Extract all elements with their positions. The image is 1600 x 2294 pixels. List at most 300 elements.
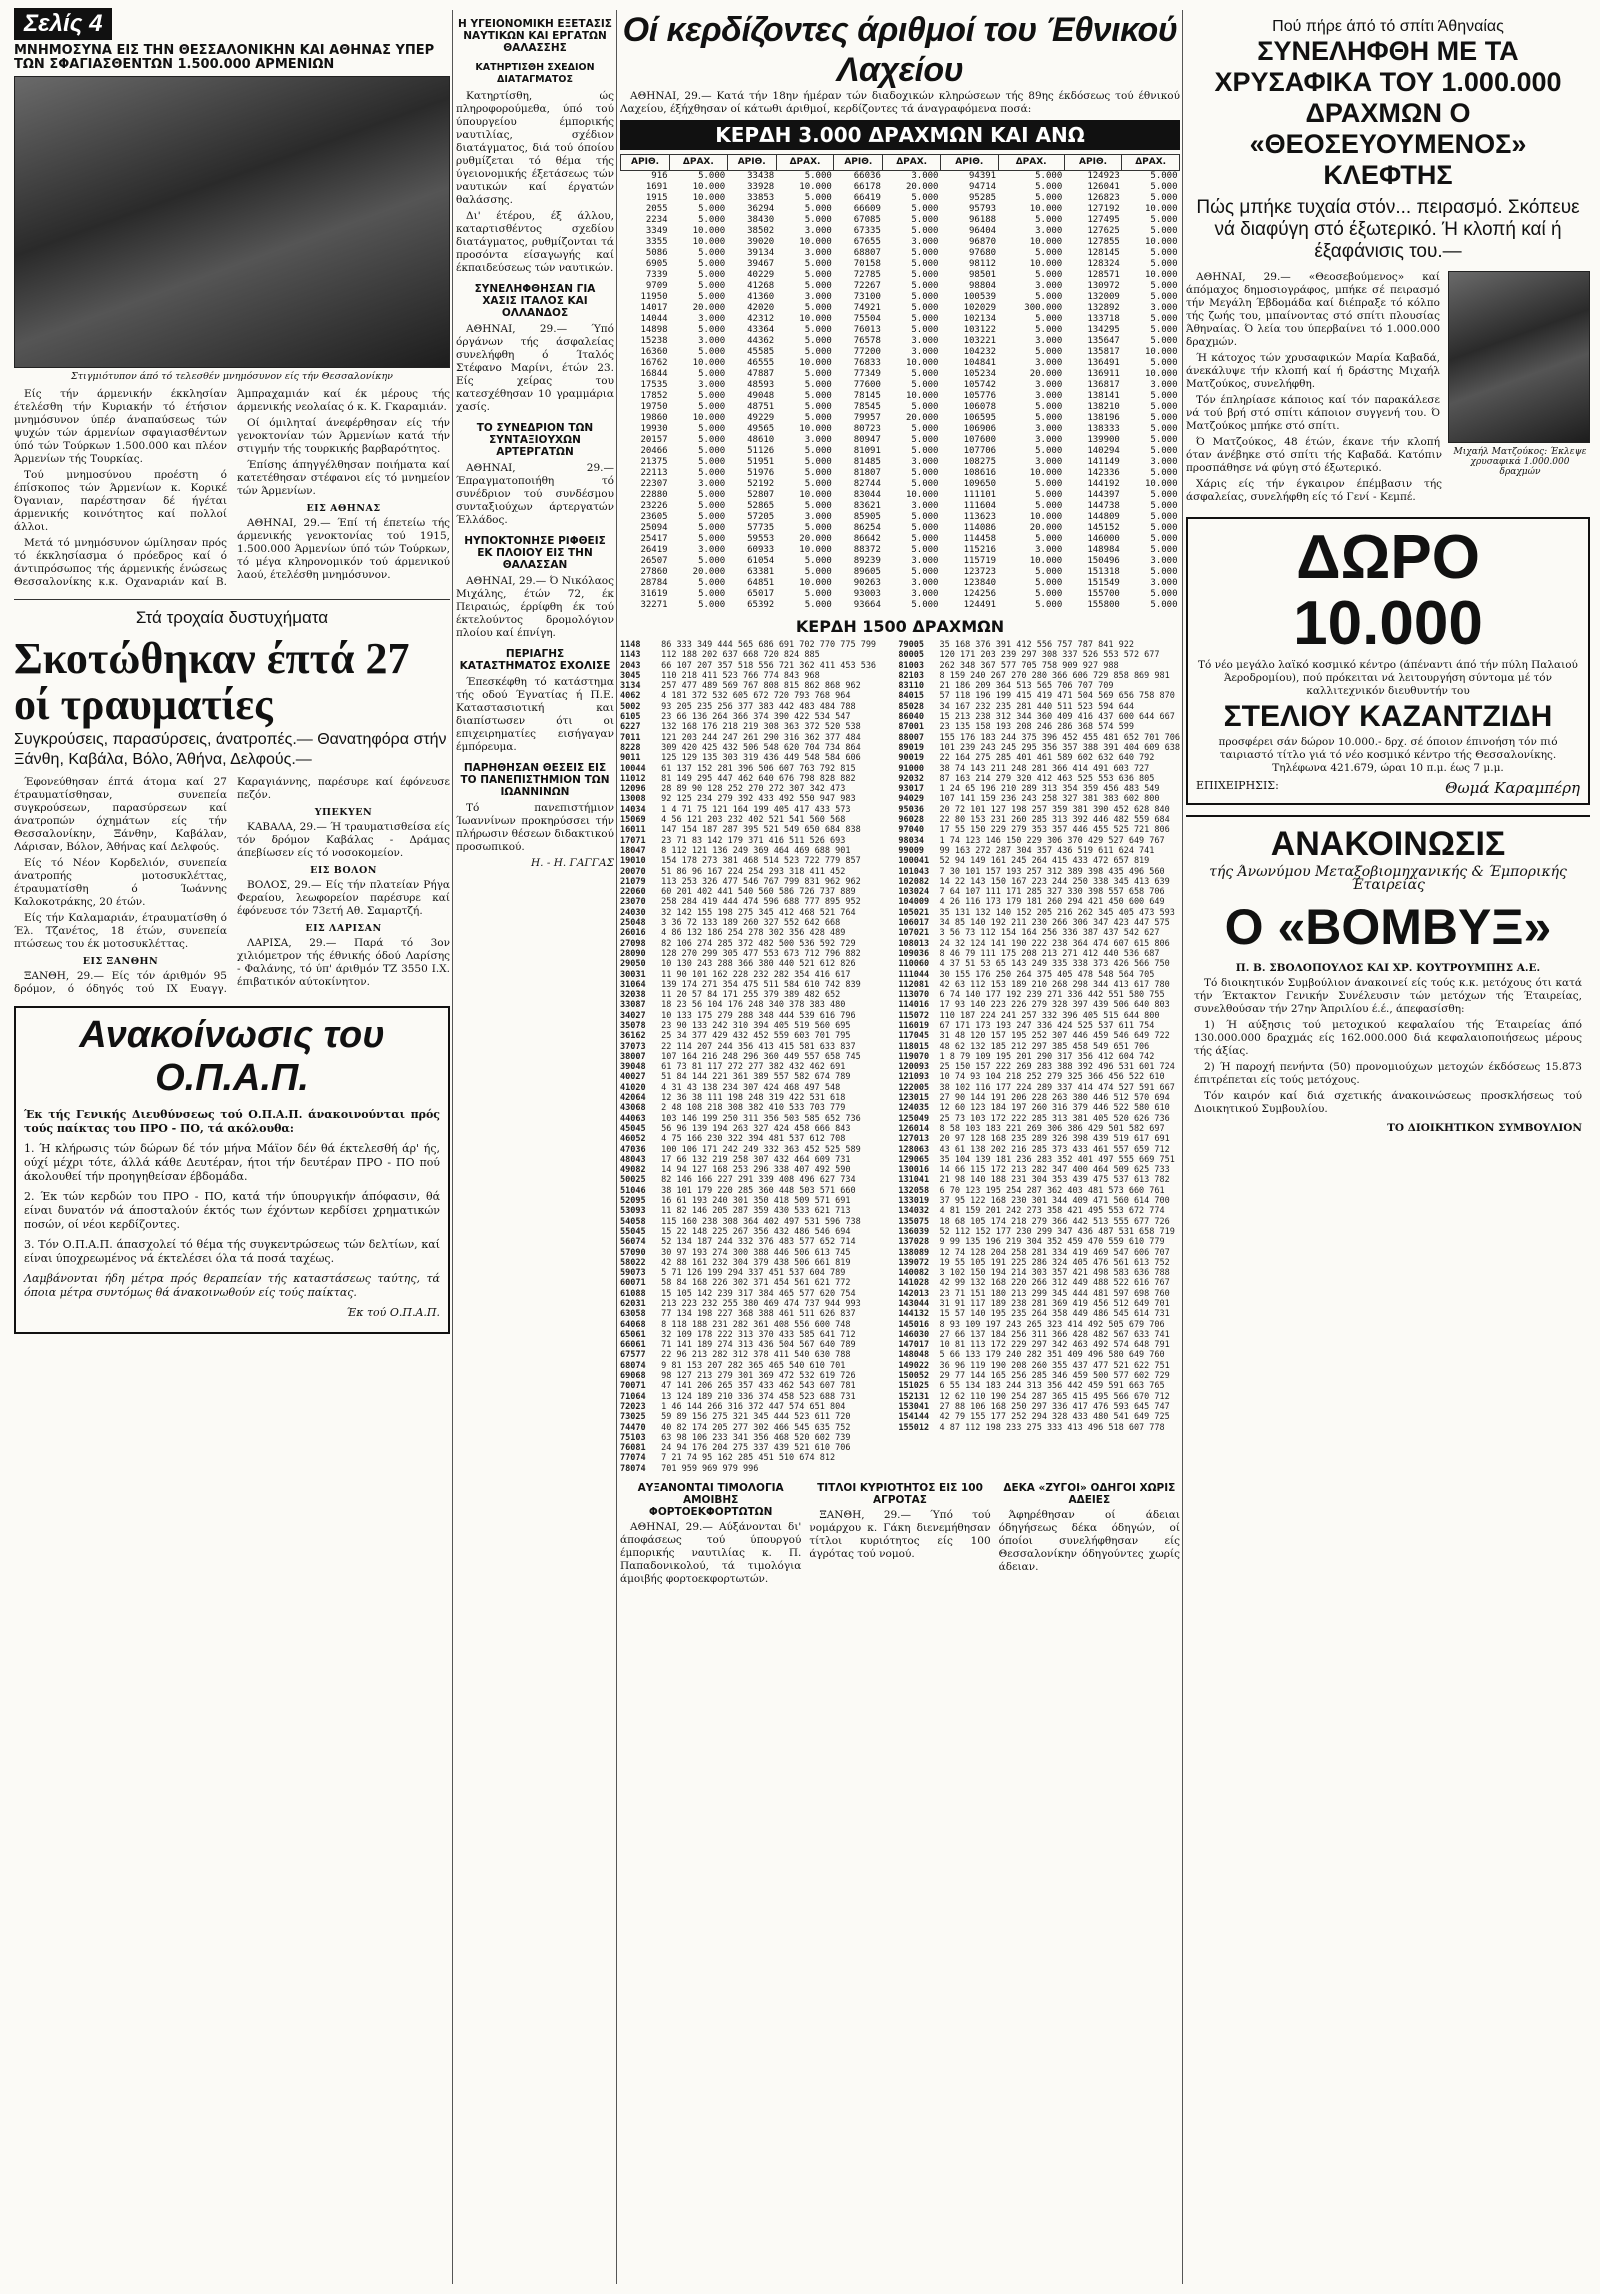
table-cell: 3.000 bbox=[1035, 281, 1063, 291]
table-row bbox=[621, 237, 1180, 248]
table-cell: 70158 bbox=[853, 259, 881, 269]
list-item: 128063 43 61 138 202 216 285 373 433 461 557 659 712 bbox=[898, 1144, 1170, 1155]
table-cell: 127192 bbox=[1087, 204, 1120, 214]
table-cell: 5.000 bbox=[1150, 336, 1178, 346]
table-cell: 5.000 bbox=[1150, 545, 1178, 555]
table-row bbox=[621, 270, 1180, 281]
list-item: 34027 10 133 175 279 288 348 444 539 616 796 bbox=[620, 1010, 856, 1021]
list-item: 3134 257 477 489 569 767 808 815 862 868 962 bbox=[620, 681, 861, 692]
table-header: ΔΡΑΧ. bbox=[670, 155, 728, 171]
ad-paragraph: Τόν καιρόν καί διά σχετικής άνακοινώσεως προσκλήσεως τού Διοικητικού Συμβουλίου. bbox=[1194, 1090, 1582, 1115]
table-cell: 5.000 bbox=[1150, 600, 1178, 610]
list-item: 104009 4 26 116 173 179 181 260 294 421 450 600 649 bbox=[898, 897, 1165, 908]
table-cell: 10.000 bbox=[1029, 237, 1063, 247]
list-item: 90019 22 164 275 285 401 461 589 602 632 640 792 bbox=[898, 753, 1155, 764]
table-cell: 76833 bbox=[853, 358, 881, 368]
list-item: 15069 4 56 121 203 232 402 521 541 560 568 bbox=[620, 815, 846, 826]
table-cell: 5.000 bbox=[1150, 292, 1178, 302]
table-cell: 27860 bbox=[640, 567, 668, 577]
article-paragraph: ΑΘΗΝΑΙ, 29.— Έπραγματοποιήθη τό συνέδριον τού συνδέσμου συνταξιούχων άρτεργατών Έλλάδος. bbox=[456, 462, 614, 526]
list-item: 113070 6 74 140 177 192 239 271 336 442 551 580 755 bbox=[898, 990, 1165, 1001]
table-cell: 1691 bbox=[645, 182, 668, 192]
table-cell: 104841 bbox=[963, 358, 997, 368]
list-item: 40027 51 84 144 221 361 389 557 582 674 789 bbox=[620, 1072, 851, 1083]
table-cell: 25417 bbox=[640, 534, 668, 544]
list-item: 127013 20 97 128 168 235 289 326 398 439 519 617 691 bbox=[898, 1134, 1170, 1145]
list-item: 120093 25 150 157 222 269 283 388 392 496 531 601 724 bbox=[898, 1062, 1175, 1073]
table-cell: 22880 bbox=[640, 490, 668, 500]
table-cell: 77200 bbox=[853, 347, 881, 357]
table-cell: 96188 bbox=[968, 215, 997, 225]
table-cell: 10.000 bbox=[1144, 204, 1178, 214]
list-item: 131041 21 98 140 188 231 304 353 439 475 537 613 782 bbox=[898, 1175, 1170, 1186]
list-item: 12096 28 89 90 128 252 270 272 307 342 473 bbox=[620, 784, 846, 795]
table-cell: 16360 bbox=[640, 347, 668, 357]
list-item: 133019 37 95 122 168 230 301 344 409 471 560 614 700 bbox=[898, 1196, 1170, 1207]
table-cell: 81485 bbox=[853, 457, 881, 467]
lead-paragraph: Τού μνημοσύνου προέστη ό έπίσκοπος τών Άρμενίων κ. Κορικέ Όγανιαν, παρέστησαν δέ ήγέται άρμενικής κοινότητος καί πολλοί άλλοι. bbox=[14, 469, 227, 533]
list-item: 146030 27 66 137 184 256 311 366 428 482 567 633 741 bbox=[898, 1329, 1170, 1340]
table-cell: 124923 bbox=[1087, 171, 1120, 181]
table-header: ΔΡΑΧ. bbox=[998, 155, 1064, 171]
accident-title: Σκοτώθηκαν έπτά 27 οί τραυματίες bbox=[14, 634, 410, 729]
list-item: 63058 77 134 198 227 368 388 461 511 626 837 bbox=[620, 1309, 856, 1320]
table-cell: 22113 bbox=[640, 468, 668, 478]
table-cell: 5.000 bbox=[1035, 193, 1063, 203]
page-badge: Σελίς 4 bbox=[14, 8, 112, 40]
list-item: 105021 35 131 132 140 152 205 216 262 345 405 473 593 bbox=[898, 907, 1175, 918]
ad-title: ΔΩΡΟ 10.000 bbox=[1293, 523, 1483, 658]
list-item: 51046 38 101 179 220 285 360 448 503 571 660 bbox=[620, 1185, 856, 1196]
table-cell: 100539 bbox=[963, 292, 997, 302]
table-cell: 57205 bbox=[747, 512, 775, 522]
list-item: 75103 63 98 106 233 341 356 468 520 602 739 bbox=[620, 1432, 851, 1443]
table-cell: 5.000 bbox=[911, 303, 939, 313]
table-cell: 5.000 bbox=[1035, 567, 1063, 577]
table-cell: 59553 bbox=[747, 534, 775, 544]
table-cell: 33928 bbox=[747, 182, 775, 192]
list-item: 98034 1 74 123 146 150 229 306 370 429 527 649 767 bbox=[898, 835, 1165, 846]
table-cell: 20.000 bbox=[692, 567, 726, 577]
table-cell: 5.000 bbox=[911, 402, 939, 412]
table-cell: 5.000 bbox=[911, 380, 939, 390]
table-cell: 5.000 bbox=[804, 479, 832, 489]
table-cell: 14044 bbox=[640, 314, 668, 324]
table-cell: 5.000 bbox=[698, 171, 726, 181]
memorial-photo bbox=[14, 76, 450, 368]
table-cell: 5.000 bbox=[1150, 468, 1178, 478]
list-item: 149022 36 96 119 190 208 260 355 437 477 521 622 751 bbox=[898, 1360, 1170, 1371]
table-cell: 5.000 bbox=[804, 468, 832, 478]
list-item: 135075 18 68 105 174 218 279 366 442 513 555 677 726 bbox=[898, 1216, 1170, 1227]
article-paragraph: Τό πανεπιστήμιον Ίωαννίνων προκηρύσσει τήν πλήρωσιν θέσεων διδακτικού προσωπικού. bbox=[456, 802, 614, 853]
table-cell: 95285 bbox=[968, 193, 997, 203]
table-cell: 89239 bbox=[853, 556, 881, 566]
table-cell: 128571 bbox=[1087, 270, 1120, 280]
table-cell: 102029 bbox=[963, 303, 997, 313]
list-item: 91000 38 74 143 211 248 281 366 414 491 603 727 bbox=[898, 763, 1150, 774]
table-cell: 17535 bbox=[640, 380, 668, 390]
lead-paragraph: Έπίσης άπηγγέλθησαν ποιήματα καί κατετέθησαν στέφανοι είς τό μνημείον τών Άρμενίων. bbox=[237, 459, 450, 497]
list-item: 130016 14 66 115 172 213 282 347 400 464 509 625 733 bbox=[898, 1165, 1170, 1176]
list-item: 35078 23 90 133 242 310 394 405 519 560 695 bbox=[620, 1020, 851, 1031]
table-cell: 5.000 bbox=[698, 534, 726, 544]
table-cell: 3349 bbox=[645, 226, 668, 236]
table-cell: 5.000 bbox=[698, 402, 726, 412]
table-cell: 5.000 bbox=[911, 567, 939, 577]
table-cell: 47887 bbox=[747, 369, 775, 379]
accident-kicker: Στά τροχαία δυστυχήματα bbox=[135, 608, 329, 627]
lottery-title: Οί κερδίζοντες άριθμοί του Έθνικού Λαχείου bbox=[622, 11, 1178, 89]
table-cell: 52807 bbox=[747, 490, 775, 500]
table-cell: 5.000 bbox=[911, 325, 939, 335]
table-cell: 5.000 bbox=[1150, 193, 1178, 203]
table-cell: 136911 bbox=[1087, 369, 1120, 379]
table-cell: 5.000 bbox=[1150, 171, 1178, 181]
list-item: 153041 27 88 106 168 250 297 336 417 476 593 645 747 bbox=[898, 1401, 1170, 1412]
list-item: 152131 12 62 110 190 254 287 365 415 495 566 670 712 bbox=[898, 1391, 1170, 1402]
table-cell: 10.000 bbox=[905, 391, 939, 401]
table-cell: 5.000 bbox=[1035, 248, 1063, 258]
article-paragraph: ΑΘΗΝΑΙ, 29.— Ύπό όργάνων τής άσφαλείας συνελήφθη ό Ίταλός Στέφανο Μαρίνι, έτών 23. Είς χείρας του κατεσχέθησαν 10 γραμμάρια χασίς. bbox=[456, 323, 614, 413]
list-item: 23070 258 284 419 444 474 596 688 777 895 952 bbox=[620, 897, 861, 908]
table-cell: 5.000 bbox=[1150, 182, 1178, 192]
table-cell: 5.000 bbox=[1150, 523, 1178, 533]
ad-text: Τό νέο μεγάλο λαϊκό κοσμικό κέντρο (άπέναντι άπό τήν πύλη Παλαιού Άεροδρομίου), πού πρόκειται νά λειτουργήση σύντομα μέ τόν καλλιτεχνικόν διευθυντήν του bbox=[1198, 659, 1578, 697]
table-cell: 5.000 bbox=[804, 215, 832, 225]
article-heading: ΗΥΠΟΚΤΟΝΗΣΕ ΡΙΦΘΕΙΣ ΕΚ ΠΛΟΙΟΥ ΕΙΣ ΤΗΝ ΘΑΛΑΣΣΑΝ bbox=[464, 535, 606, 571]
table-cell: 17852 bbox=[640, 391, 668, 401]
table-cell: 5.000 bbox=[1035, 270, 1063, 280]
table-cell: 39134 bbox=[747, 248, 775, 258]
accident-paragraph: Έφονεύθησαν έπτά άτομα καί 27 έτραυματίσθησαν, συνεπεία συγκρούσεων, παρασύρσεων καί άνατροπών όχημάτων είς τήν Θεσσαλονίκην, Ξάνθην, Καβάλαν, Λάρισαν, Βόλον, Άθήνας καί Δελφούς. bbox=[14, 776, 227, 853]
table-cell: 3.000 bbox=[698, 380, 726, 390]
table-cell: 5.000 bbox=[1035, 446, 1063, 456]
list-item: 18047 8 112 121 136 249 369 464 469 688 901 bbox=[620, 845, 851, 856]
list-item: 108013 24 32 124 141 190 222 238 364 474 607 615 806 bbox=[898, 938, 1170, 949]
ad-subtitle: τής Άνωνύμου Μεταξοβιομηχανικής & Έμπορικής Έταιρείας bbox=[1209, 864, 1567, 893]
table-cell: 10.000 bbox=[799, 182, 832, 192]
table-cell: 5.000 bbox=[698, 457, 726, 467]
list-item: 53093 11 82 146 205 287 359 430 533 621 713 bbox=[620, 1206, 851, 1217]
table-cell: 10.000 bbox=[1144, 237, 1178, 247]
list-item: 106017 34 85 140 192 211 230 266 306 347 423 447 575 bbox=[898, 918, 1170, 929]
table-cell: 5.000 bbox=[804, 270, 832, 280]
list-item: 141028 42 99 132 168 220 266 312 449 488 522 616 767 bbox=[898, 1278, 1170, 1289]
table-cell: 5.000 bbox=[698, 325, 726, 335]
table-cell: 124256 bbox=[963, 589, 997, 599]
table-cell: 5.000 bbox=[804, 413, 832, 423]
list-item: 144132 15 57 140 195 235 264 358 449 486 545 614 731 bbox=[898, 1309, 1170, 1320]
table-cell: 5.000 bbox=[698, 369, 726, 379]
table-cell: 57735 bbox=[747, 523, 775, 533]
table-cell: 31619 bbox=[640, 589, 668, 599]
table-cell: 10.000 bbox=[692, 226, 726, 236]
table-cell: 108275 bbox=[963, 457, 997, 467]
table-cell: 128145 bbox=[1087, 248, 1120, 258]
list-item: 10044 61 137 152 281 396 506 607 763 792 815 bbox=[620, 763, 856, 774]
ad-name: ΣΤΕΛΙΟΥ ΚΑΖΑΝΤΖΙΔΗ bbox=[1223, 700, 1553, 733]
list-item: 36162 25 34 377 429 432 452 559 603 701 795 bbox=[620, 1031, 851, 1042]
table-cell: 93664 bbox=[853, 600, 881, 610]
table-cell: 5.000 bbox=[911, 545, 939, 555]
list-item: 47036 100 106 171 242 249 332 363 452 525 589 bbox=[620, 1144, 861, 1155]
table-cell: 3.000 bbox=[911, 347, 939, 357]
table-row bbox=[621, 303, 1180, 314]
table-row bbox=[621, 600, 1180, 611]
table-row bbox=[621, 358, 1180, 369]
table-cell: 11950 bbox=[640, 292, 668, 302]
table-cell: 38502 bbox=[747, 226, 775, 236]
table-cell: 5.000 bbox=[698, 215, 726, 225]
table-cell: 26419 bbox=[640, 545, 668, 555]
table-cell: 86254 bbox=[853, 523, 881, 533]
table-cell: 109650 bbox=[963, 479, 997, 489]
table-cell: 83044 bbox=[853, 490, 881, 500]
story-paragraph: Τόν έπληρίασε κάποιος καί τόν παρακάλεσε νά τού βρή στό σπίτι κάποιον συγγενή του. Ό Ματζούκος μπήκε στό σπίτι. bbox=[1186, 394, 1440, 432]
table-cell: 5.000 bbox=[804, 391, 832, 401]
table-cell: 5.000 bbox=[1150, 215, 1178, 225]
table-row bbox=[621, 336, 1180, 347]
table-cell: 90263 bbox=[853, 578, 881, 588]
ad-sign: ΤΟ ΔΙΟΙΚΗΤΙΚΟΝ ΣΥΜΒΟΥΛΙΟΝ bbox=[1387, 1122, 1582, 1134]
table-cell: 5.000 bbox=[804, 589, 832, 599]
list-item: 22060 60 201 402 441 540 560 586 726 737 889 bbox=[620, 887, 856, 898]
table-row bbox=[621, 468, 1180, 479]
table-cell: 10.000 bbox=[1144, 369, 1178, 379]
table-cell: 5.000 bbox=[804, 347, 832, 357]
list-item: 82103 8 159 240 267 270 280 366 606 729 858 869 981 bbox=[898, 670, 1170, 681]
table-cell: 134295 bbox=[1087, 325, 1120, 335]
table-cell: 3.000 bbox=[804, 226, 832, 236]
table-cell: 132009 bbox=[1087, 292, 1120, 302]
table-cell: 10.000 bbox=[799, 545, 832, 555]
list-item: 89019 101 239 243 245 295 356 357 388 391 404 609 638 bbox=[898, 742, 1180, 753]
table-cell: 124491 bbox=[963, 600, 997, 610]
table-cell: 123723 bbox=[963, 567, 997, 577]
list-item: 19010 154 178 273 381 468 514 523 722 779 857 bbox=[620, 856, 861, 867]
table-cell: 105742 bbox=[963, 380, 997, 390]
list-item: 71064 13 124 189 210 336 374 458 523 688 731 bbox=[620, 1391, 856, 1402]
table-cell: 5.000 bbox=[911, 292, 939, 302]
table-cell: 5.000 bbox=[911, 226, 939, 236]
opap-point: 2. Έκ τών κερδών του ΠΡΟ - ΠΟ, κατά τήν ύπουργικήν άπόφασιν, θά είναι δυνατόν νά άποσταλούν έκτός των έχόντων κερδίσει χρηματικών ποσών, οί νέοι κερδίζοντες. bbox=[24, 1190, 440, 1231]
list-item: 28090 128 270 299 305 477 553 673 712 796 882 bbox=[620, 948, 861, 959]
ad-signature: Θωμά Καραμπέρη bbox=[1445, 779, 1580, 797]
list-item: 112081 42 63 112 153 189 210 268 298 344 413 617 780 bbox=[898, 979, 1170, 990]
table-cell: 5.000 bbox=[1150, 391, 1178, 401]
table-cell: 139900 bbox=[1087, 435, 1120, 445]
table-cell: 5.000 bbox=[804, 457, 832, 467]
table-cell: 5.000 bbox=[911, 600, 939, 610]
table-cell: 144738 bbox=[1087, 501, 1120, 511]
table-cell: 136491 bbox=[1087, 358, 1120, 368]
table-header: ΑΡΙΘ. bbox=[727, 155, 776, 171]
list-item: 56074 52 134 187 244 332 376 483 577 652 714 bbox=[620, 1237, 856, 1248]
accident-paragraph: Είς τό Νέον Κορδελιόν, συνεπεία άνατροπής μοτοσυκλέττας, έτραυματίσθη ό Ίωάννης Καλοκοτράκης, 20 έτών. bbox=[14, 857, 227, 908]
table-cell: 76013 bbox=[853, 325, 881, 335]
table-cell: 3.000 bbox=[911, 578, 939, 588]
table-cell: 113623 bbox=[963, 512, 997, 522]
section-dateline: ΕΙΣ ΑΘΗΝΑΣ bbox=[306, 503, 381, 514]
list-item: 147017 10 81 113 172 229 297 342 463 492 574 648 791 bbox=[898, 1340, 1170, 1351]
table-cell: 65017 bbox=[747, 589, 775, 599]
table-cell: 51976 bbox=[747, 468, 775, 478]
table-cell: 107706 bbox=[963, 446, 997, 456]
list-item: 136039 52 112 152 177 230 299 347 436 487 531 658 719 bbox=[898, 1226, 1175, 1237]
table-cell: 16844 bbox=[640, 369, 668, 379]
table-cell: 5.000 bbox=[911, 435, 939, 445]
accident-subtitle: Συγκρούσεις, παρασύρσεις, άνατροπές.— Θανατηφόρα στήν Ξάνθη, Καβάλα, Βόλο, Άθήνα, Δελφούς.— bbox=[14, 731, 447, 768]
table-cell: 10.000 bbox=[799, 314, 832, 324]
table-cell: 5.000 bbox=[1035, 413, 1063, 423]
table-cell: 39020 bbox=[747, 237, 775, 247]
list-item: 119070 1 8 79 109 195 201 290 317 356 412 604 742 bbox=[898, 1051, 1155, 1062]
table-cell: 5.000 bbox=[911, 468, 939, 478]
list-item: 148048 5 66 133 179 240 282 351 409 496 580 649 760 bbox=[898, 1350, 1165, 1361]
table-cell: 10.000 bbox=[692, 413, 726, 423]
list-item: 57090 30 97 193 274 300 388 446 506 613 745 bbox=[620, 1247, 851, 1258]
ad-vomvyx bbox=[1186, 815, 1590, 1143]
story-paragraph: ΑΘΗΝΑΙ, 29.— «Θεοσεβούμενος» καί άπόμαχος δημοσιογράφος, μπήκε σέ πειρασμό τήν Μεγάλη Έβδομάδα καί διέπραξε τό κόλπο τής ζωής του, μπαίνοντας στό σπίτι πλουσίας Άθηναίας. Ό λεία του ύπερβαίνει τό 1.000.000 δραχμών. bbox=[1186, 271, 1440, 348]
table-row bbox=[621, 501, 1180, 512]
table-cell: 41268 bbox=[747, 281, 775, 291]
table-row bbox=[621, 457, 1180, 468]
list-item: 27098 82 106 274 285 372 482 500 536 592 729 bbox=[620, 938, 856, 949]
table-cell: 10.000 bbox=[692, 193, 726, 203]
table-cell: 80947 bbox=[853, 435, 881, 445]
table-cell: 5.000 bbox=[1035, 479, 1063, 489]
table-cell: 14898 bbox=[640, 325, 668, 335]
table-cell: 3.000 bbox=[1035, 336, 1063, 346]
table-cell: 96870 bbox=[968, 237, 997, 247]
table-cell: 2055 bbox=[645, 204, 668, 214]
table-cell: 83621 bbox=[853, 501, 881, 511]
list-item: 21079 113 253 326 477 546 767 799 831 962 962 bbox=[620, 876, 861, 887]
table-cell: 5.000 bbox=[1035, 534, 1063, 544]
table-cell: 144397 bbox=[1087, 490, 1120, 500]
table-cell: 5.000 bbox=[804, 556, 832, 566]
table-cell: 5.000 bbox=[1150, 402, 1178, 412]
list-item: 115072 110 187 224 241 257 332 396 405 515 644 800 bbox=[898, 1010, 1160, 1021]
list-item: 126014 8 58 103 183 221 269 306 386 429 501 582 697 bbox=[898, 1123, 1165, 1134]
list-item: 92032 87 163 214 279 320 412 463 525 553 636 805 bbox=[898, 773, 1155, 784]
table-cell: 103221 bbox=[963, 336, 997, 346]
table-cell: 38430 bbox=[747, 215, 775, 225]
table-cell: 20466 bbox=[640, 446, 668, 456]
table-cell: 138141 bbox=[1087, 391, 1120, 401]
table-cell: 10.000 bbox=[1029, 204, 1063, 214]
table-row bbox=[621, 512, 1180, 523]
table-cell: 15238 bbox=[640, 336, 668, 346]
table-cell: 86642 bbox=[853, 534, 881, 544]
table-cell: 33853 bbox=[747, 193, 775, 203]
list-item: 132058 6 70 123 195 254 287 362 403 481 573 660 761 bbox=[898, 1185, 1165, 1196]
list-item: 17071 23 71 83 142 179 371 416 511 526 693 bbox=[620, 835, 846, 846]
ad-paragraph: 1) Ή αύξησις τού μετοχικού κεφαλαίου τής Έταιρείας άπό 130.000.000 δραχμάς είς 162.000.000 διά κεφαλαιοποιήσεως μέρους τής άξίας. bbox=[1194, 1019, 1582, 1057]
table-cell: 3.000 bbox=[1150, 556, 1178, 566]
ad-title: ΑΝΑΚΟΙΝΩΣΙΣ bbox=[1270, 825, 1506, 863]
table-cell: 5.000 bbox=[1035, 490, 1063, 500]
table-cell: 98112 bbox=[968, 259, 997, 269]
table-cell: 5.000 bbox=[911, 193, 939, 203]
table-cell: 114086 bbox=[963, 523, 997, 533]
opap-closing: Λαμβάνονται ήδη μέτρα πρός θεραπείαν τής καταστάσεως ταύτης, τά όποια μέτρα συντόμως θά άνακοινωθούν είς τούς παίκτας. bbox=[24, 1272, 440, 1299]
table-cell: 9709 bbox=[645, 281, 668, 291]
table-cell: 19750 bbox=[640, 402, 668, 412]
brief-heading: ΤΙΤΛΟΙ ΚΥΡΙΟΤΗΤΟΣ ΕΙΣ 100 ΑΓΡΟΤΑΣ bbox=[817, 1482, 983, 1507]
table-cell: 80723 bbox=[853, 424, 881, 434]
table-row bbox=[621, 248, 1180, 259]
portrait-caption: Μιχαήλ Ματζούκος: Έκλεψε χρυσαφικά 1.000.000 δραχμών bbox=[1453, 447, 1587, 477]
table-cell: 5.000 bbox=[804, 523, 832, 533]
article-paragraph: ΑΘΗΝΑΙ, 29.— Ό Νικόλαος Μιχάλης, έτών 72, έκ Πειραιώς, έρρίφθη έκ τού έκτελούντος δρομολόγιον πλοίου καί έπνίγη. bbox=[456, 575, 614, 639]
table-cell: 155800 bbox=[1087, 600, 1120, 610]
table-cell: 916 bbox=[651, 171, 668, 181]
table-row bbox=[621, 534, 1180, 545]
accident-paragraph: ΛΑΡΙΣΑ, 29.— Παρά τό 3ον χιλιόμετρον τής έθνικής όδού Λαρίσης - Φαλάνης, τό ύπ' άριθμόν ΤΖ 3550 Ι.Χ. έπιβατικόν αύτοκίνητον. bbox=[237, 937, 450, 988]
list-item: 109036 8 46 79 111 175 208 213 271 412 440 536 687 bbox=[898, 948, 1160, 959]
list-item: 66061 71 141 189 274 313 436 504 567 640 789 bbox=[620, 1340, 856, 1351]
table-cell: 141149 bbox=[1087, 457, 1120, 467]
ad-paragraph: 2) Ή παροχή πενήντα (50) προνομιούχων μετοχών έκδόσεως 15.873 έπιτρέπεται είς τούς μετόχους. bbox=[1194, 1061, 1582, 1086]
table-cell: 108616 bbox=[963, 468, 997, 478]
table-cell: 5.000 bbox=[1035, 589, 1063, 599]
list-item: 54058 115 160 238 308 364 402 497 531 596 738 bbox=[620, 1216, 861, 1227]
table-cell: 5.000 bbox=[1035, 347, 1063, 357]
table-cell: 85905 bbox=[853, 512, 881, 522]
table-cell: 5.000 bbox=[1150, 424, 1178, 434]
table-cell: 3.000 bbox=[1035, 391, 1063, 401]
list-item: 25048 3 36 72 133 189 260 327 552 642 668 bbox=[620, 918, 841, 929]
table-cell: 5.000 bbox=[698, 281, 726, 291]
table-cell: 10.000 bbox=[799, 490, 832, 500]
list-item: 87001 23 135 158 193 208 246 286 368 574 599 bbox=[898, 722, 1134, 733]
list-item: 42064 12 36 38 111 198 248 319 422 531 618 bbox=[620, 1093, 846, 1104]
table-cell: 41360 bbox=[747, 292, 775, 302]
table-cell: 5.000 bbox=[1035, 292, 1063, 302]
list-item: 8228 309 420 425 432 506 548 620 704 734 864 bbox=[620, 742, 861, 753]
table-cell: 3355 bbox=[645, 237, 668, 247]
article-heading: ΠΑΡΗΘΗΣΑΝ ΘΕΣΕΙΣ ΕΙΣ ΤΟ ΠΑΝΕΠΙΣΤΗΜΙΟΝ ΤΩΝ ΙΩΑΝΝΙΝΩΝ bbox=[460, 762, 610, 798]
table-cell: 3.000 bbox=[804, 512, 832, 522]
bottom-briefs bbox=[620, 1482, 1180, 1589]
article-paragraph: Έπεσκέφθη τό κατάστημα τής οδού Έγνατίας ή Π.Ε. Καταστασιοτική και διαπίστωσεν ότι οι επιχειρηματίες εισήγαγαν έμπόρευμα. bbox=[456, 676, 614, 753]
prize-bar-3000: ΚΕΡΔΗ 3.000 ΔΡΑΧΜΩΝ ΚΑΙ ΑΝΩ bbox=[620, 120, 1180, 150]
opap-announcement bbox=[14, 1006, 450, 1334]
table-cell: 2234 bbox=[645, 215, 668, 225]
table-cell: 5.000 bbox=[911, 523, 939, 533]
list-item: 7011 121 203 244 247 261 290 316 362 377 484 bbox=[620, 732, 861, 743]
table-cell: 3.000 bbox=[1150, 578, 1178, 588]
table-cell: 103122 bbox=[963, 325, 997, 335]
list-item: 58022 42 88 161 232 304 379 438 506 661 819 bbox=[620, 1257, 851, 1268]
article-heading: ΣΥΝΕΛΗΦΘΗΣΑΝ ΓΙΑ ΧΑΣΙΣ ΙΤΑΛΟΣ ΚΑΙ ΟΛΛΑΝΔΟΣ bbox=[474, 283, 596, 319]
prize-bar-1500: ΚΕΡΔΗ 1500 ΔΡΑΧΜΩΝ bbox=[795, 617, 1005, 636]
table-cell: 10.000 bbox=[692, 358, 726, 368]
list-item: 117045 31 48 120 157 195 252 307 446 459 546 649 722 bbox=[898, 1031, 1170, 1042]
table-cell: 3.000 bbox=[1035, 424, 1063, 434]
table-cell: 102134 bbox=[963, 314, 997, 324]
table-cell: 5.000 bbox=[698, 248, 726, 258]
table-cell: 123840 bbox=[963, 578, 997, 588]
table-row bbox=[621, 193, 1180, 204]
table-cell: 23226 bbox=[640, 501, 668, 511]
table-cell: 43364 bbox=[747, 325, 775, 335]
table-cell: 3.000 bbox=[804, 435, 832, 445]
table-cell: 93003 bbox=[853, 589, 881, 599]
table-cell: 28784 bbox=[640, 578, 668, 588]
